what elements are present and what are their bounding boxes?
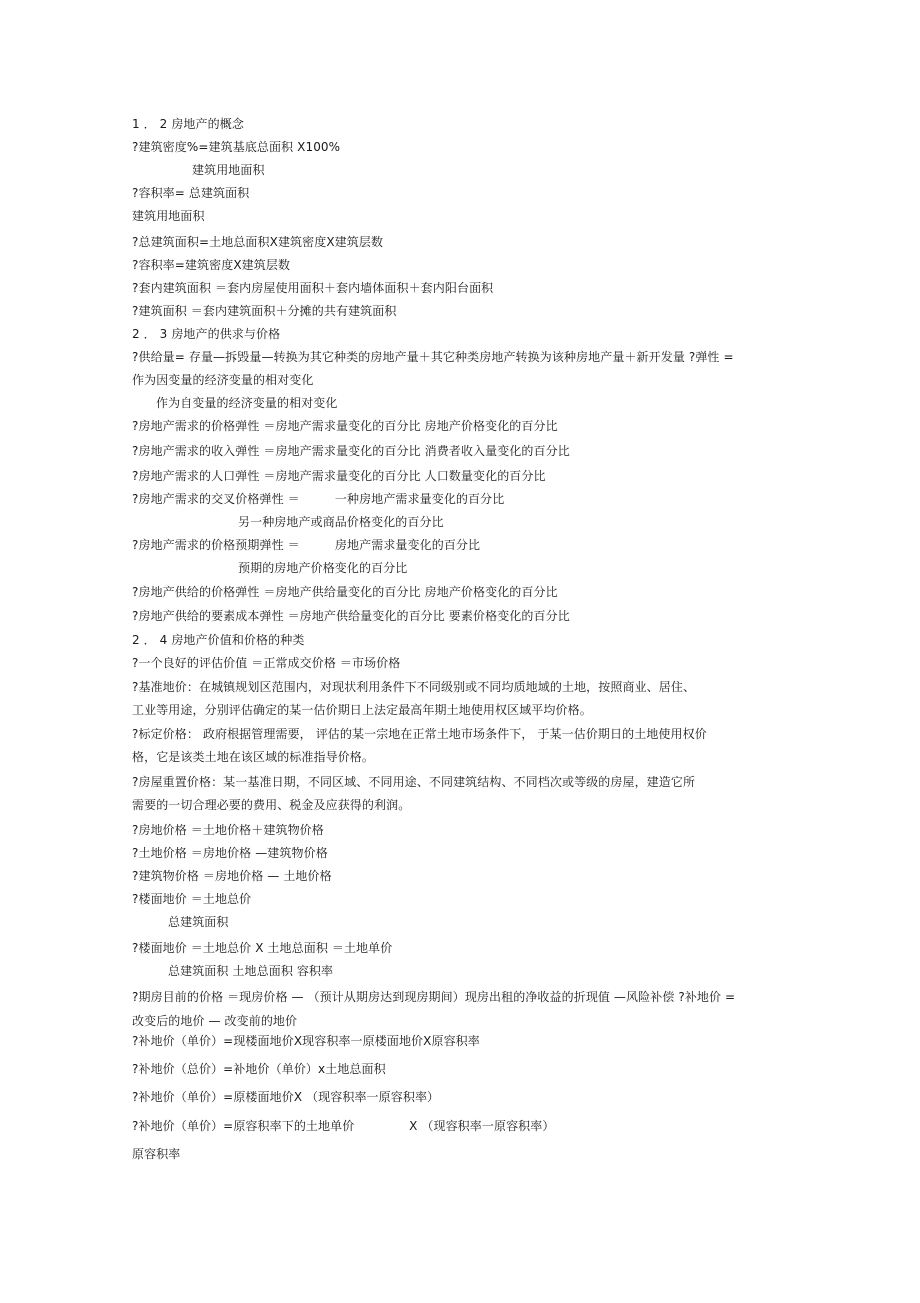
definition-replacement-price-cont: 需要的一切合理必要的费用、税金及应获得的利润。: [132, 798, 411, 812]
formula-population-elasticity: ?房地产需求的人口弹性 ＝房地产需求量变化的百分比 人口数量变化的百分比: [132, 469, 546, 483]
formula-land-premium-unit: ?补地价（单价）=现楼面地价X现容积率一原楼面地价X原容积率: [132, 1034, 480, 1048]
formula-floor-land-price-2: ?楼面地价 ＝土地总价 X 土地总面积 ＝土地单价: [132, 941, 393, 955]
formula-supply-price-elasticity: ?房地产供给的价格弹性 ＝房地产供给量变化的百分比 房地产价格变化的百分比: [132, 585, 558, 599]
formula-income-elasticity: ?房地产需求的收入弹性 ＝房地产需求量变化的百分比 消费者收入量变化的百分比: [132, 444, 570, 458]
formula-denominator: 建筑用地面积: [192, 163, 265, 177]
formula-supply: ?供给量= 存量—拆毁量—转换为其它种类的房地产量＋其它种类房地产转换为该种房地产量＋新开发量 ?弹性 =: [132, 350, 734, 364]
definition-base-land-price-cont: 工业等用途，分别评估确定的某一估价期日上法定最高年期土地使用权区域平均价格。: [132, 703, 592, 717]
formula-unit-floor-area: ?套内建筑面积 ＝套内房屋使用面积＋套内墙体面积＋套内阳台面积: [132, 281, 494, 295]
section-heading-1-2: 1 ． 2 房地产的概念: [132, 117, 244, 131]
formula-plot-ratio: ?容积率= 总建筑面积: [132, 186, 250, 200]
formula-denominator: 建筑用地面积: [132, 209, 205, 223]
formula-denominator: 预期的房地产价格变化的百分比: [238, 561, 408, 575]
formula-elasticity-denominator: 作为自变量的经济变量的相对变化: [156, 396, 338, 410]
definition-good-value: ?一个良好的评估价值 ＝正常成交价格 ＝市场价格: [132, 656, 401, 670]
section-heading-2-4: 2 ． 4 房地产价值和价格的种类: [132, 633, 305, 647]
formula-land-premium-unit-3: ?补地价（单价）=原容积率下的土地单价 X （现容积率一原容积率）: [132, 1119, 555, 1133]
section-heading-2-3: 2 ． 3 房地产的供求与价格: [132, 327, 281, 341]
formula-price-elasticity: ?房地产需求的价格弹性 ＝房地产需求量变化的百分比 房地产价格变化的百分比: [132, 419, 558, 433]
definition-base-land-price: ?基准地价：在城镇规划区范围内，对现状利用条件下不同级别或不同均质地域的土地，按照商业、居住、: [132, 680, 696, 694]
definition-standard-price-cont: 格，它是该类土地在该区域的标准指导价格。: [132, 750, 375, 764]
formula-total-floor-area: ?总建筑面积=土地总面积X建筑密度X建筑层数: [132, 235, 384, 249]
formula-plot-ratio-2: ?容积率=建筑密度X建筑层数: [132, 258, 291, 272]
formula-building-price: ?建筑物价格 ＝房地价格 — 土地价格: [132, 869, 332, 883]
formula-cross-elasticity: ?房地产需求的交叉价格弹性 ＝ 一种房地产需求量变化的百分比: [132, 492, 505, 506]
formula-property-price: ?房地价格 ＝土地价格＋建筑物价格: [132, 823, 324, 837]
formula-denominator: 总建筑面积: [168, 915, 229, 929]
definition-standard-price: ?标定价格： 政府根据管理需要， 评估的某一宗地在正常土地市场条件下， 于某一估价期日的土地使用权价: [132, 727, 707, 741]
formula-land-price: ?土地价格 ＝房地价格 —建筑物价格: [132, 846, 328, 860]
formula-elasticity-numerator: 作为因变量的经济变量的相对变化: [132, 373, 314, 387]
formula-denominator: 另一种房地产或商品价格变化的百分比: [238, 515, 444, 529]
formula-building-density: ?建筑密度%=建筑基底总面积 X100%: [132, 140, 341, 154]
definition-replacement-price: ?房屋重置价格：某一基准日期，不同区域、不同用途、不同建筑结构、不同档次或等级的房屋，建造它所: [132, 775, 696, 789]
formula-floor-land-price: ?楼面地价 ＝土地总价: [132, 892, 252, 906]
formula-expectation-elasticity: ?房地产需求的价格预期弹性 ＝ 房地产需求量变化的百分比: [132, 538, 481, 552]
formula-denominator: 原容积率: [132, 1147, 181, 1161]
formula-floor-area: ?建筑面积 ＝套内建筑面积＋分摊的共有建筑面积: [132, 304, 397, 318]
formula-denominators: 总建筑面积 土地总面积 容积率: [168, 964, 334, 978]
formula-presale-price: ?期房目前的价格 ＝现房价格 — （预计从期房达到现房期间）现房出租的净收益的折现值 —风险补偿 ?补地价 =: [132, 990, 736, 1004]
formula-land-premium-total: ?补地价（总价）=补地价（单价）x土地总面积: [132, 1062, 386, 1076]
formula-land-premium-unit-2: ?补地价（单价）=原楼面地价X （现容积率一原容积率）: [132, 1090, 440, 1104]
formula-supply-cost-elasticity: ?房地产供给的要素成本弹性 ＝房地产供给量变化的百分比 要素价格变化的百分比: [132, 609, 570, 623]
formula-land-premium: 改变后的地价 — 改变前的地价: [132, 1014, 298, 1028]
